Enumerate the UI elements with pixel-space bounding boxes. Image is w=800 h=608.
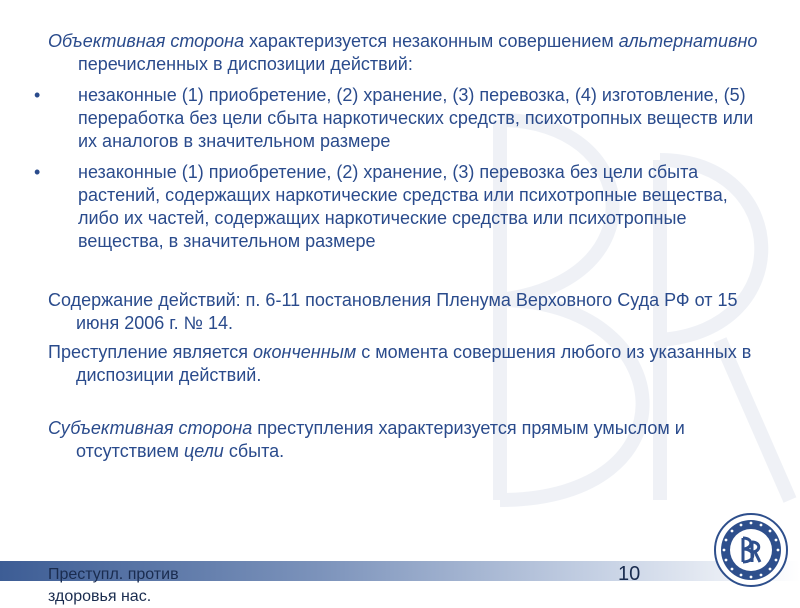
list-item [34,161,758,253]
completed-crime-paragraph [48,341,758,387]
actions-list [34,84,758,253]
university-seal-icon [713,512,789,588]
content-of-actions-paragraph: Содержание действий: п. 6-11 постановления Пленума Верховного Суда РФ от 15 июня 2006 г. № 14. [48,290,738,333]
goal-term: цели [183,441,224,461]
objective-side-text-1: характеризуется незаконным совершением [244,31,619,51]
slide-body [34,30,758,463]
list-item-text: незаконные (1) приобретение, (2) хранение, (3) перевозка без цели сбыта растений, содержащих наркотические средства или психотропные вещества, либо их частей, содержащих наркотические средства или психотропные вещества, в значительном размере [78,162,728,251]
objective-side-text-2: перечисленных в диспозиции действий: [78,54,413,74]
completed-term: оконченным [253,342,357,362]
bullet-icon: • [34,85,41,105]
footer-title: Преступл. против здоровья нас. [48,566,179,605]
completed-text-2: с момента совершения любого из указанных в диспозиции действий. [76,342,752,385]
subjective-side-text-2: сбыта. [223,441,285,461]
objective-side-paragraph [48,30,758,76]
page-number: 10 [618,563,641,585]
list-item [34,84,758,153]
alternatively-term: альтернативно [618,31,758,51]
subjective-side-term: Субъективная сторона [48,418,253,438]
completed-text-1: Преступление является [48,342,254,362]
list-item-text: незаконные (1) приобретение, (2) хранение, (3) перевозка, (4) изготовление, (5) переработка без цели сбыта наркотических средств, психотропных веществ или их аналогов в значительном размере [78,85,754,151]
objective-side-term: Объективная сторона [48,31,245,51]
subjective-side-paragraph [48,417,758,463]
bullet-icon: • [34,162,41,182]
subjective-side-text-1: преступления характеризуется прямым умыслом и отсутствием [76,418,685,461]
